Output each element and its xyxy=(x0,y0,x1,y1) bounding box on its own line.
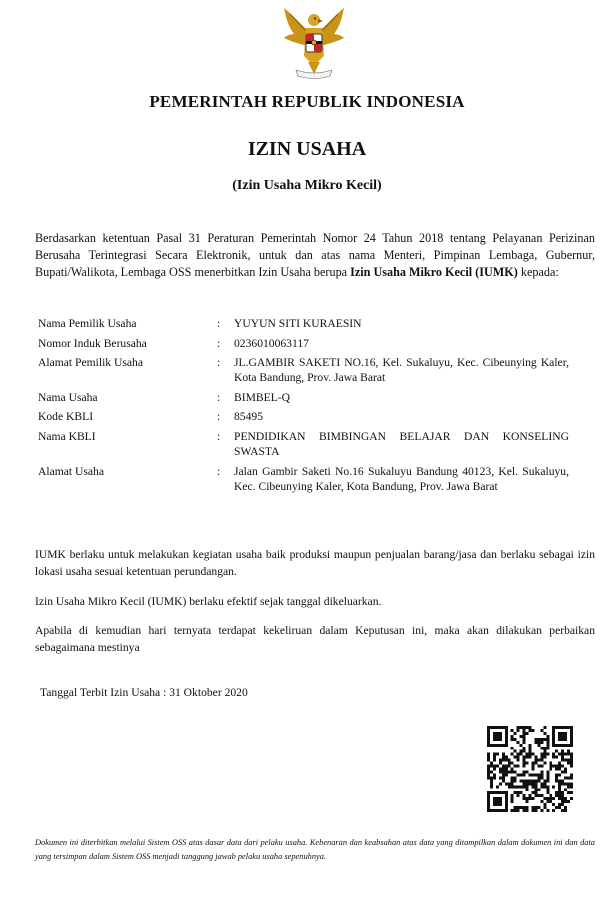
field-label: Nama Usaha xyxy=(38,391,98,404)
field-label: Alamat Usaha xyxy=(38,465,104,478)
field-value: JL.GAMBIR SAKETI NO.16, Kel. Sukaluyu, Kec. Cibeunying Kaler, Kota Bandung, Prov. Jawa Barat xyxy=(234,356,569,384)
document-subtitle: (Izin Usaha Mikro Kecil) xyxy=(232,178,382,193)
field-value: 85495 xyxy=(234,410,263,423)
intro-suffix: kepada: xyxy=(517,265,559,279)
qr-code-icon xyxy=(487,726,573,812)
field-colon: : xyxy=(217,465,221,478)
field-colon: : xyxy=(217,317,221,330)
correction-paragraph: Apabila di kemudian hari ternyata terdapat kekeliruan dalam Keputusan ini, maka akan dilakukan perbaikan sebagaimana mestinya xyxy=(35,624,595,654)
validity-paragraph: IUMK berlaku untuk melakukan kegiatan usaha baik produksi maupun penjualan barang/jasa dan berlaku sebagai izin lokasi usaha sesuai ketentuan perundangan. xyxy=(35,548,595,578)
field-label: Nomor Induk Berusaha xyxy=(38,337,147,350)
field-value: PENDIDIKAN BIMBINGAN BELAJAR DAN KONSELING SWASTA xyxy=(234,430,569,458)
field-colon: : xyxy=(217,391,221,404)
field-colon: : xyxy=(217,337,221,350)
field-colon: : xyxy=(217,430,221,443)
field-label: Alamat Pemilik Usaha xyxy=(38,356,143,369)
intro-text: Berdasarkan ketentuan Pasal 31 Peraturan Pemerintah Nomor 24 Tahun 2018 tentang Pelayanan Perizinan Berusaha Terintegrasi Secara Elektronik, untuk dan atas nama Menteri, Pimpinan Lembaga, Gubernur, Bupati/Walikota, Lembaga OSS menerbitkan Izin Usaha berupa xyxy=(35,231,595,279)
footer-disclaimer: Dokumen ini diterbitkan melalui Sistem OSS atas dasar data dari pelaku usaha. Kebenaran dan keabsahan atas data yang ditampilkan dalam dokumen ini dan data yang tersimpan dalam Sistem OSS menjadi tanggung jawab pelaku usaha sepenuhnya. xyxy=(35,838,595,861)
effective-paragraph: Izin Usaha Mikro Kecil (IUMK) berlaku efektif sejak tanggal dikeluarkan. xyxy=(35,595,382,608)
field-colon: : xyxy=(217,356,221,369)
intro-paragraph xyxy=(35,230,595,281)
issue-date: Tanggal Terbit Izin Usaha : 31 Oktober 2020 xyxy=(40,686,248,699)
intro-permit-type: Izin Usaha Mikro Kecil (IUMK) xyxy=(350,265,518,279)
field-value: YUYUN SITI KURAESIN xyxy=(234,317,362,330)
government-heading: PEMERINTAH REPUBLIK INDONESIA xyxy=(149,92,465,111)
field-label: Kode KBLI xyxy=(38,410,94,423)
field-value: BIMBEL-Q xyxy=(234,391,291,404)
field-label: Nama Pemilik Usaha xyxy=(38,317,137,330)
field-colon: : xyxy=(217,410,221,423)
field-value: Jalan Gambir Saketi No.16 Sukaluyu Bandung 40123, Kel. Sukaluyu, Kec. Cibeunying Kaler, Kota Bandung, Prov. Jawa Barat xyxy=(234,465,569,493)
field-label: Nama KBLI xyxy=(38,430,96,443)
field-value: 0236010063117 xyxy=(234,337,309,350)
document-title: IZIN USAHA xyxy=(247,138,367,160)
garuda-emblem-icon xyxy=(278,4,350,82)
